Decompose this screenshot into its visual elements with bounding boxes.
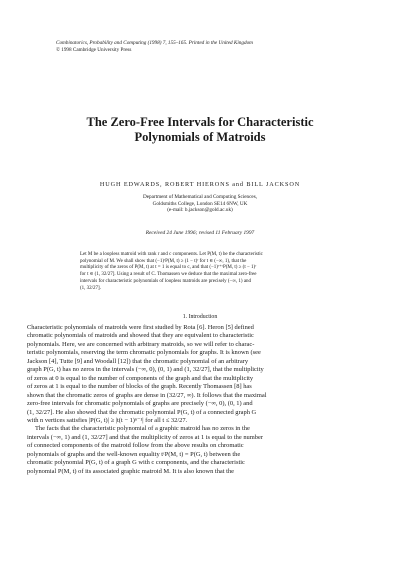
- body-line: of zeros at 1 is equal to the number of blocks of the graph. Recently Thomassen [8] has: [27, 383, 252, 391]
- body-line: zero-free intervals for chromatic polynomials of graphs are precisely (−∞, 0), (0, 1) and: [27, 400, 253, 408]
- authors: HUGH EDWARDS, ROBERT HIERONS and BILL JACKSON: [99, 181, 301, 188]
- journal-citation: Combinatorics, Probability and Computing (1998) 7, 155–165. Printed in the United Kingdom: [56, 40, 253, 46]
- title-line-2: Polynomials of Matroids: [134, 130, 266, 144]
- abstract-line: for t ∈ (1, 32/27]. Using a result of C. Thomassen we deduce that the maximal zero-free: [80, 272, 257, 278]
- abstract-line: intervals for characteristic polynomials of loopless matroids are precisely (−∞, 1) and: [80, 278, 252, 284]
- body-line: shown that the chromatic zeros of graphs are dense in (32/27, ∞). It follows that the maximal: [27, 391, 267, 399]
- abstract-line: multiplicity of the zeros of P(M, t) at t = 1 is equal to c, and that (−1)ʳ⁺ᶜP(M, t) ≥ (t − 1)ʳ: [80, 265, 257, 271]
- body-line: (1, 32/27]. He also showed that the chromatic polynomial P(G, t) of a connected graph G: [27, 408, 257, 416]
- abstract: [80, 252, 320, 292]
- abstract-line: (1, 32/27].: [80, 285, 101, 291]
- body-line: chromatic polynomials of matroids and showed that they are equivalent to characteristic: [27, 332, 254, 340]
- journal-header: [56, 40, 356, 54]
- affiliation-line-1: Department of Mathematical and Computing Sciences,: [142, 194, 258, 200]
- body-line: polynomial P(M, t) of its associated graphic matroid M. It is also known that the: [27, 467, 235, 475]
- body-line: intervals (−∞, 1) and (1, 32/27] and that the multiplicity of zeros at 1 is equal to the number: [27, 433, 263, 441]
- body-line: of zeros at 0 is equal to the number of components of the graph and that the multiplicity: [27, 374, 254, 382]
- affiliation-email: (e-mail: b.jackson@gold.ac.uk): [167, 207, 233, 214]
- affiliation: [60, 194, 340, 214]
- copyright-line: © 1998 Cambridge University Press: [56, 47, 132, 53]
- body-line: chromatic polynomial P(G, t) of a graph G with c components, and the characteristic: [27, 459, 245, 467]
- abstract-line: Let M be a loopless matroid with rank r and c components. Let P(M, t) be the characteristic: [80, 252, 263, 257]
- abstract-line: polynomial of M. We shall show that (−1)ʳP(M, t) ≥ (1 − t)ʳ for t ∈ (−∞, 1), that the: [80, 258, 247, 264]
- body-line: graph P(G, t) has no zeros in the intervals (−∞, 0), (0, 1) and (1, 32/27], that the multiplicity: [27, 366, 264, 374]
- section-heading: 1. Introduction: [182, 314, 218, 320]
- body-line: with n vertices satisfies |P(G, t)| ≥ |t(t − 1)ⁿ⁻¹| for all t ≤ 32/27.: [27, 416, 188, 424]
- paper-title: [40, 115, 360, 145]
- received-dates: Received 24 June 1996; revised 11 February 1997: [145, 230, 255, 236]
- body-line: Characteristic polynomials of matroids were first studied by Rota [6]. Heron [5] defined: [27, 324, 254, 331]
- body-line: The facts that the characteristic polynomial of a graphic matroid has no zeros in the: [35, 425, 250, 433]
- affiliation-line-2: Goldsmiths College, London SE14 6NW, UK: [152, 200, 248, 207]
- body-line: polynomials. Here, we are concerned with arbitrary matroids, so we will refer to charac-: [27, 340, 255, 348]
- body-line: Jackson [4], Tutte [9] and Woodall [12]) that the chromatic polynomial of an arbitrary: [27, 357, 249, 365]
- body-line: of connected components of the matroid follow from the above results on chromatic: [27, 442, 244, 450]
- body-line: polynomials of graphs and the well-known equality tᶜP(M, t) = P(G, t) between the: [27, 450, 241, 458]
- title-line-1: The Zero-Free Intervals for Characteristic: [86, 115, 314, 129]
- body-line: teristic polynomials, reserving the term chromatic polynomials for graphs. It is known (see: [27, 349, 261, 357]
- body-text: [27, 324, 374, 476]
